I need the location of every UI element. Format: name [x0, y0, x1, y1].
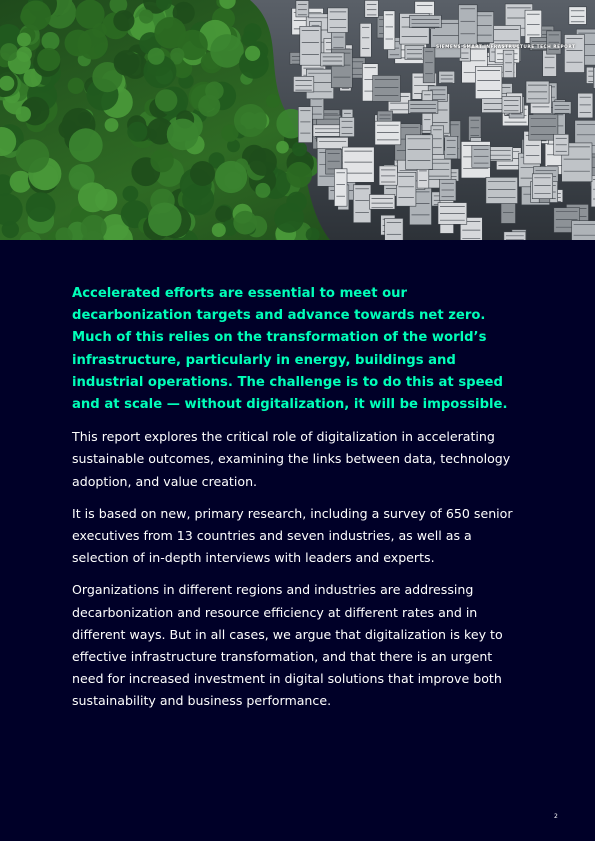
body-paragraph-3: Organizations in different regions and industries are addressing decarbonization and resource efficiency at different rates and in different ways. But in all cases, we argue that digitalization is key to effective infrastructure transformation, and that there is an urgent need for increased investment in digital solutions that improve both sustainability and business performance. [72, 582, 503, 709]
body-paragraph-2: It is based on new, primary research, including a survey of 650 senior executives from 13 countries and seven industries, as well as a selection of in-depth interviews with leaders and experts. [72, 505, 513, 566]
body-paragraph-1: This report explores the critical role of digitalization in accelerating sustainable outcomes, examining the links between data, technology adoption, and value creation. [72, 429, 511, 489]
report-content [72, 283, 522, 723]
report-header-label: SIEMENS SMART INFRASTRUCTURE TECH REPORT [436, 45, 576, 50]
hero-image-forest-city [0, 0, 595, 240]
lead-paragraph: Accelerated efforts are essential to meet our decarbonization targets and advance towards net zero. Much of this relies on the transformation of the world’s infrastructure, particularly in energy, buildings and industrial operations. The challenge is to do this at speed and at scale — without digitalization, it will be impossible. [72, 286, 508, 413]
page-number: 2 [554, 813, 558, 820]
